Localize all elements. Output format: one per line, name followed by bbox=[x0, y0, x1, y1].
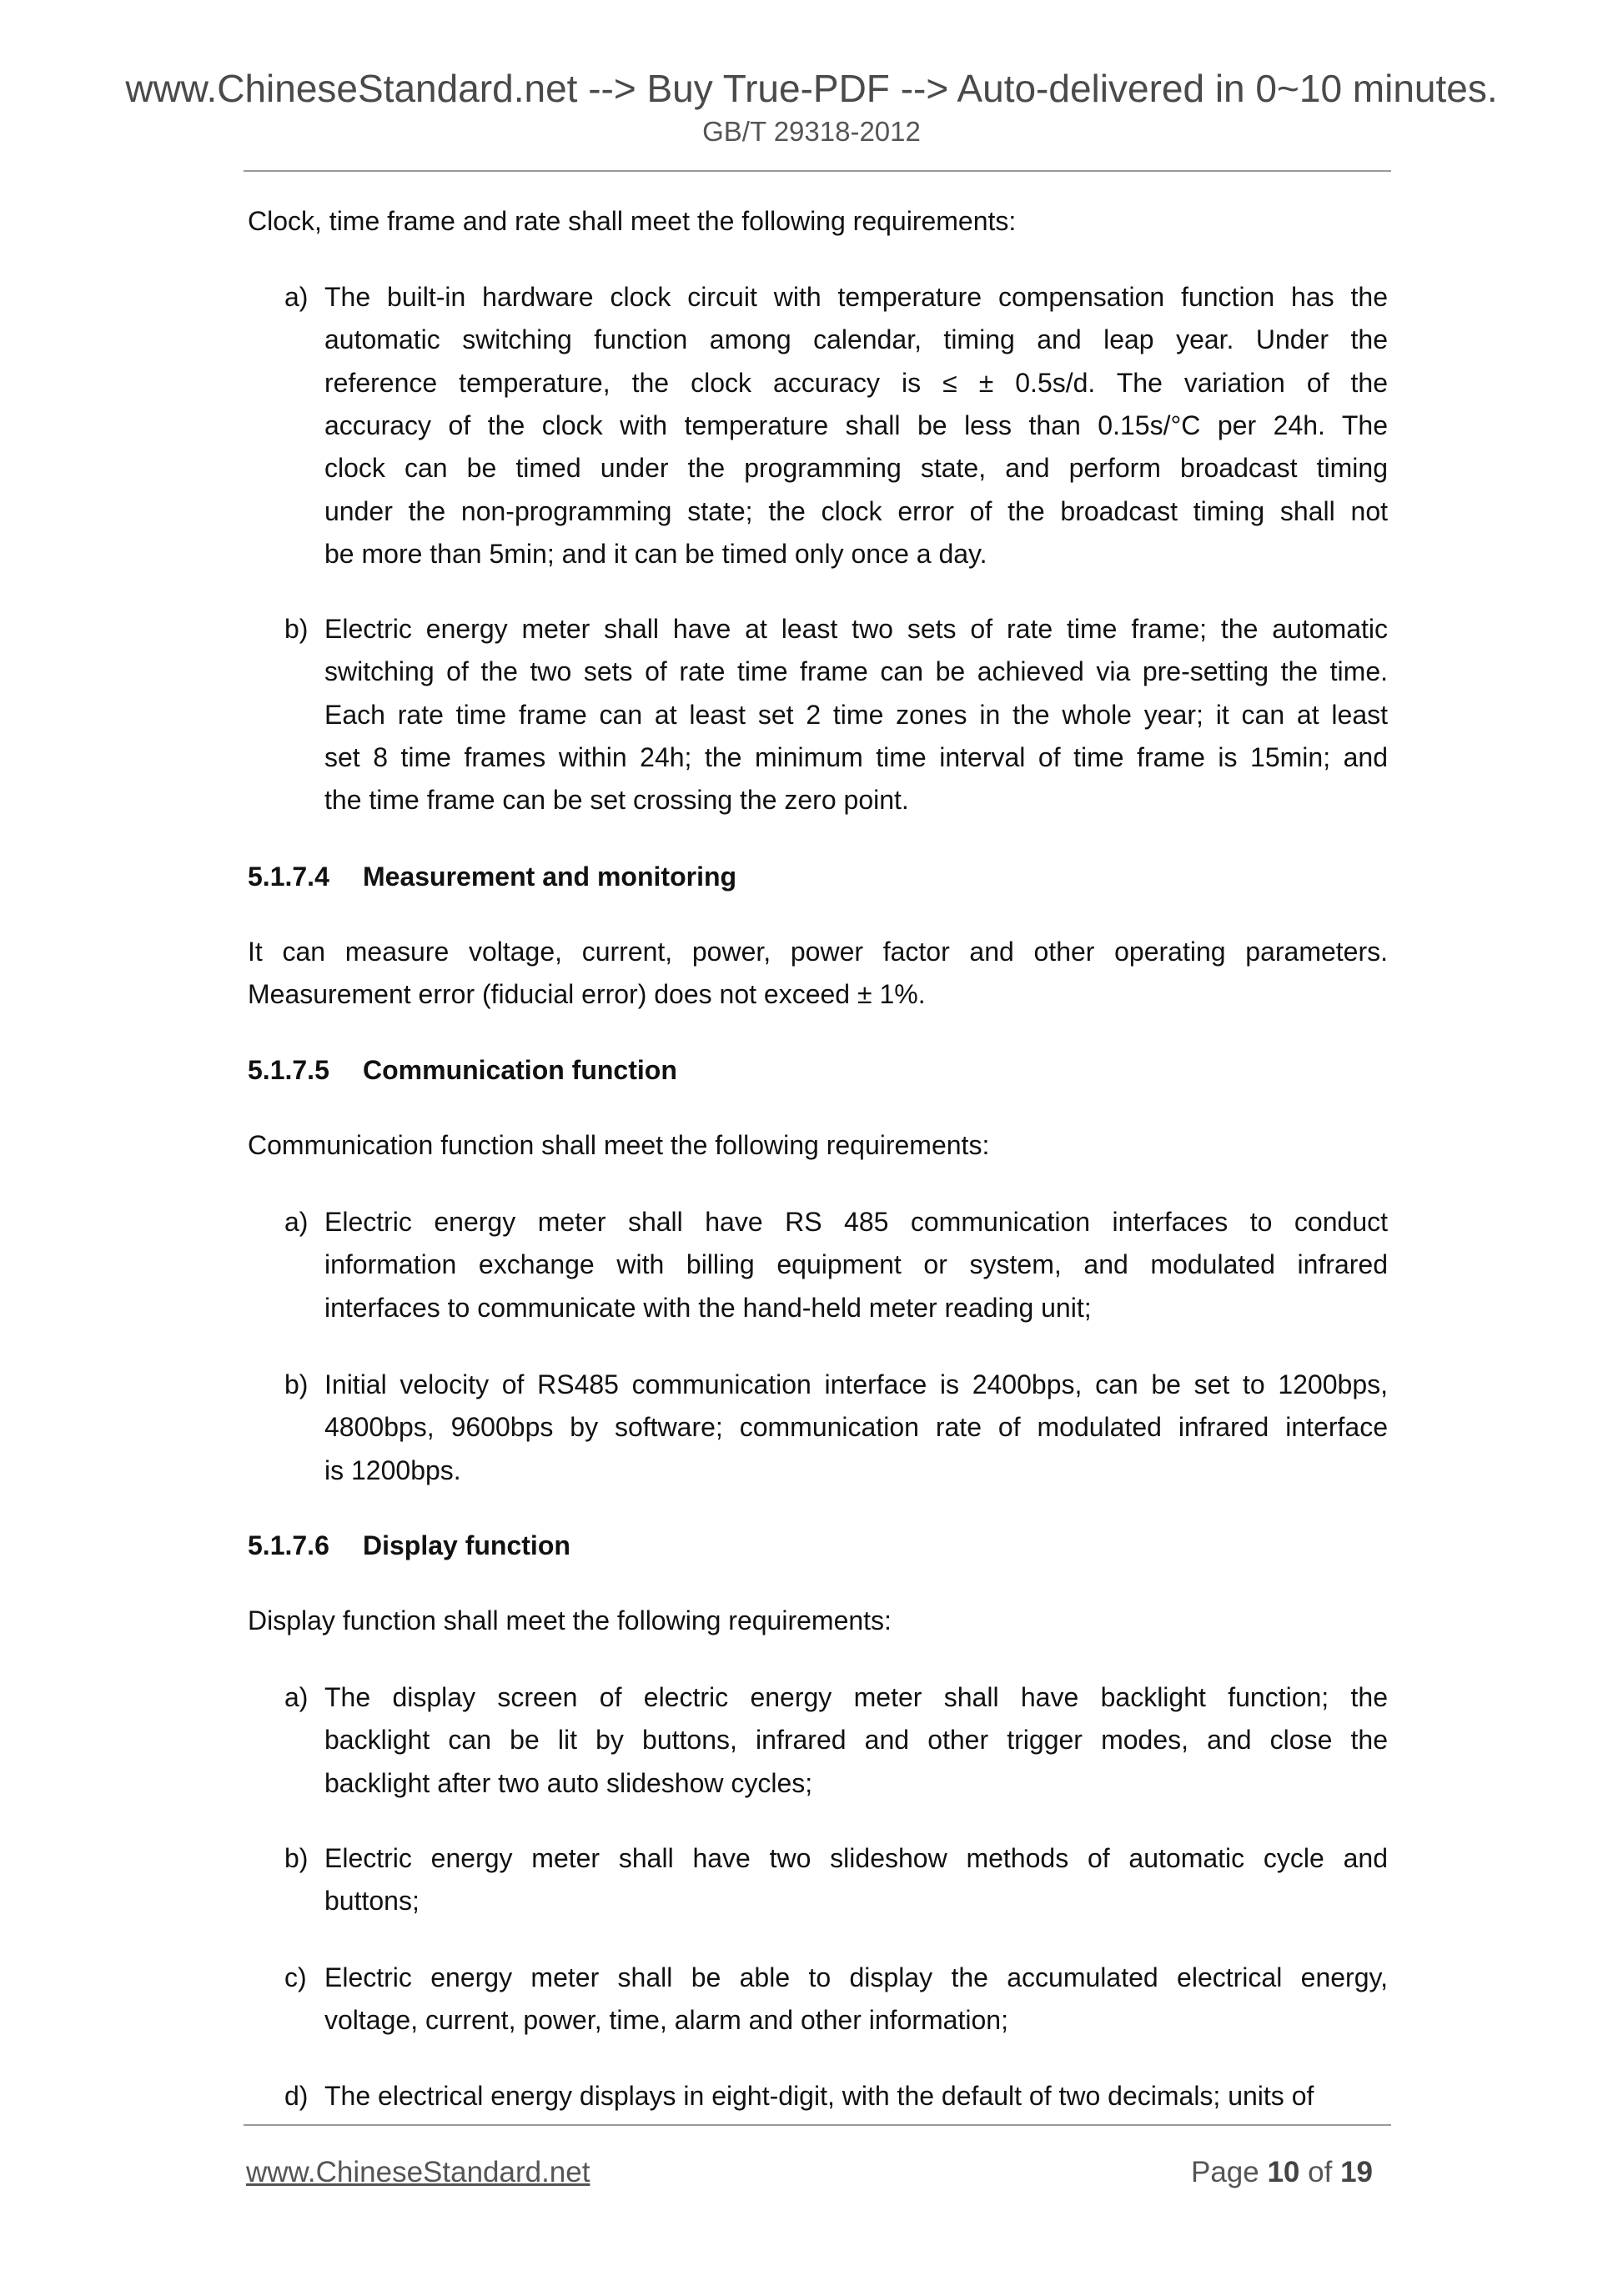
list-item-line: be more than 5min; and it can be timed only once a day. bbox=[324, 538, 987, 569]
list-item-line: clock can be timed under the programming state, and perform broadcast timing bbox=[324, 453, 1388, 484]
page-total: 19 bbox=[1340, 2156, 1373, 2188]
page-prefix: Page bbox=[1190, 2156, 1259, 2188]
list-label: d) bbox=[284, 2081, 309, 2111]
list-label: a) bbox=[284, 1207, 309, 1237]
list-label: b) bbox=[284, 1843, 309, 1873]
page-number bbox=[1191, 2155, 1373, 2190]
page-current: 10 bbox=[1267, 2156, 1300, 2188]
list-item-line: Initial velocity of RS485 communication interface is 2400bps, can be set to 1200bps, bbox=[324, 1369, 1388, 1399]
list-item-line: the time frame can be set crossing the zero point. bbox=[324, 785, 909, 816]
list-label: b) bbox=[284, 614, 309, 644]
section-number: 5.1.7.6 bbox=[248, 1530, 329, 1560]
header-banner: www.ChineseStandard.net --> Buy True-PDF --> Auto-delivered in 0~10 minutes. bbox=[125, 67, 1498, 110]
section-title: Measurement and monitoring bbox=[363, 862, 737, 892]
section-number: 5.1.7.4 bbox=[248, 862, 329, 892]
list-item-line: information exchange with billing equipment or system, and modulated infrared bbox=[324, 1249, 1388, 1280]
list-item-line: The display screen of electric energy meter shall have backlight function; the bbox=[324, 1682, 1388, 1712]
paragraph: Communication function shall meet the following requirements: bbox=[248, 1130, 990, 1160]
section-title: Communication function bbox=[363, 1055, 677, 1085]
list-item-line: backlight after two auto slideshow cycles; bbox=[324, 1767, 813, 1798]
header-divider bbox=[244, 170, 1391, 172]
list-item-line: interfaces to communicate with the hand-held meter reading unit; bbox=[324, 1292, 1092, 1323]
list-item-line: switching of the two sets of rate time frame can be achieved via pre-setting the time. bbox=[324, 656, 1388, 687]
list-item-line: Electric energy meter shall have two slideshow methods of automatic cycle and bbox=[324, 1843, 1388, 1873]
list-item-line: set 8 time frames within 24h; the minimum time interval of time frame is 15min; and bbox=[324, 741, 1388, 772]
list-item-line: Electric energy meter shall be able to display the accumulated electrical energy, bbox=[324, 1962, 1388, 1992]
list-item-line: Each rate time frame can at least set 2 time zones in the whole year; it can at least bbox=[324, 699, 1388, 730]
list-label: a) bbox=[284, 1682, 309, 1712]
list-item-line: buttons; bbox=[324, 1886, 420, 1917]
list-item-line: accuracy of the clock with temperature shall be less than 0.15s/°C per 24h. The bbox=[324, 409, 1388, 440]
list-item-line: backlight can be lit by buttons, infrared and other trigger modes, and close the bbox=[324, 1725, 1388, 1756]
list-item-line: is 1200bps. bbox=[324, 1454, 461, 1485]
list-item-line: automatic switching function among calendar, timing and leap year. Under the bbox=[324, 324, 1388, 355]
list-item-line: voltage, current, power, time, alarm and other information; bbox=[324, 2005, 1008, 2036]
list-item-line: Electric energy meter shall have at least two sets of rate time frame; the automatic bbox=[324, 614, 1388, 644]
paragraph: Clock, time frame and rate shall meet the following requirements: bbox=[248, 206, 1017, 236]
list-item-line: reference temperature, the clock accuracy is ≤ ± 0.5s/d. The variation of the bbox=[324, 367, 1388, 398]
list-item-line: under the non-programming state; the clock error of the broadcast timing shall not bbox=[324, 495, 1388, 526]
list-item-line: The electrical energy displays in eight-digit, with the default of two decimals; units of bbox=[324, 2081, 1314, 2111]
paragraph: It can measure voltage, current, power, power factor and other operating parameters. bbox=[248, 937, 1388, 967]
footer-site-link[interactable]: www.ChineseStandard.net bbox=[246, 2156, 590, 2188]
footer-divider bbox=[244, 2124, 1391, 2126]
list-label: c) bbox=[284, 1962, 307, 1992]
section-title: Display function bbox=[363, 1530, 570, 1560]
list-item-line: Electric energy meter shall have RS 485 communication interfaces to conduct bbox=[324, 1207, 1388, 1237]
list-label: b) bbox=[284, 1369, 309, 1399]
page-of: of bbox=[1308, 2156, 1333, 2188]
section-number: 5.1.7.5 bbox=[248, 1055, 329, 1085]
standard-code: GB/T 29318-2012 bbox=[702, 116, 921, 147]
paragraph: Measurement error (fiducial error) does not exceed ± 1%. bbox=[248, 979, 926, 1009]
list-item-line: 4800bps, 9600bps by software; communication rate of modulated infrared interface bbox=[324, 1412, 1388, 1443]
list-label: a) bbox=[284, 282, 309, 312]
paragraph: Display function shall meet the following requirements: bbox=[248, 1605, 892, 1635]
list-item-line: The built-in hardware clock circuit with temperature compensation function has the bbox=[324, 282, 1388, 312]
